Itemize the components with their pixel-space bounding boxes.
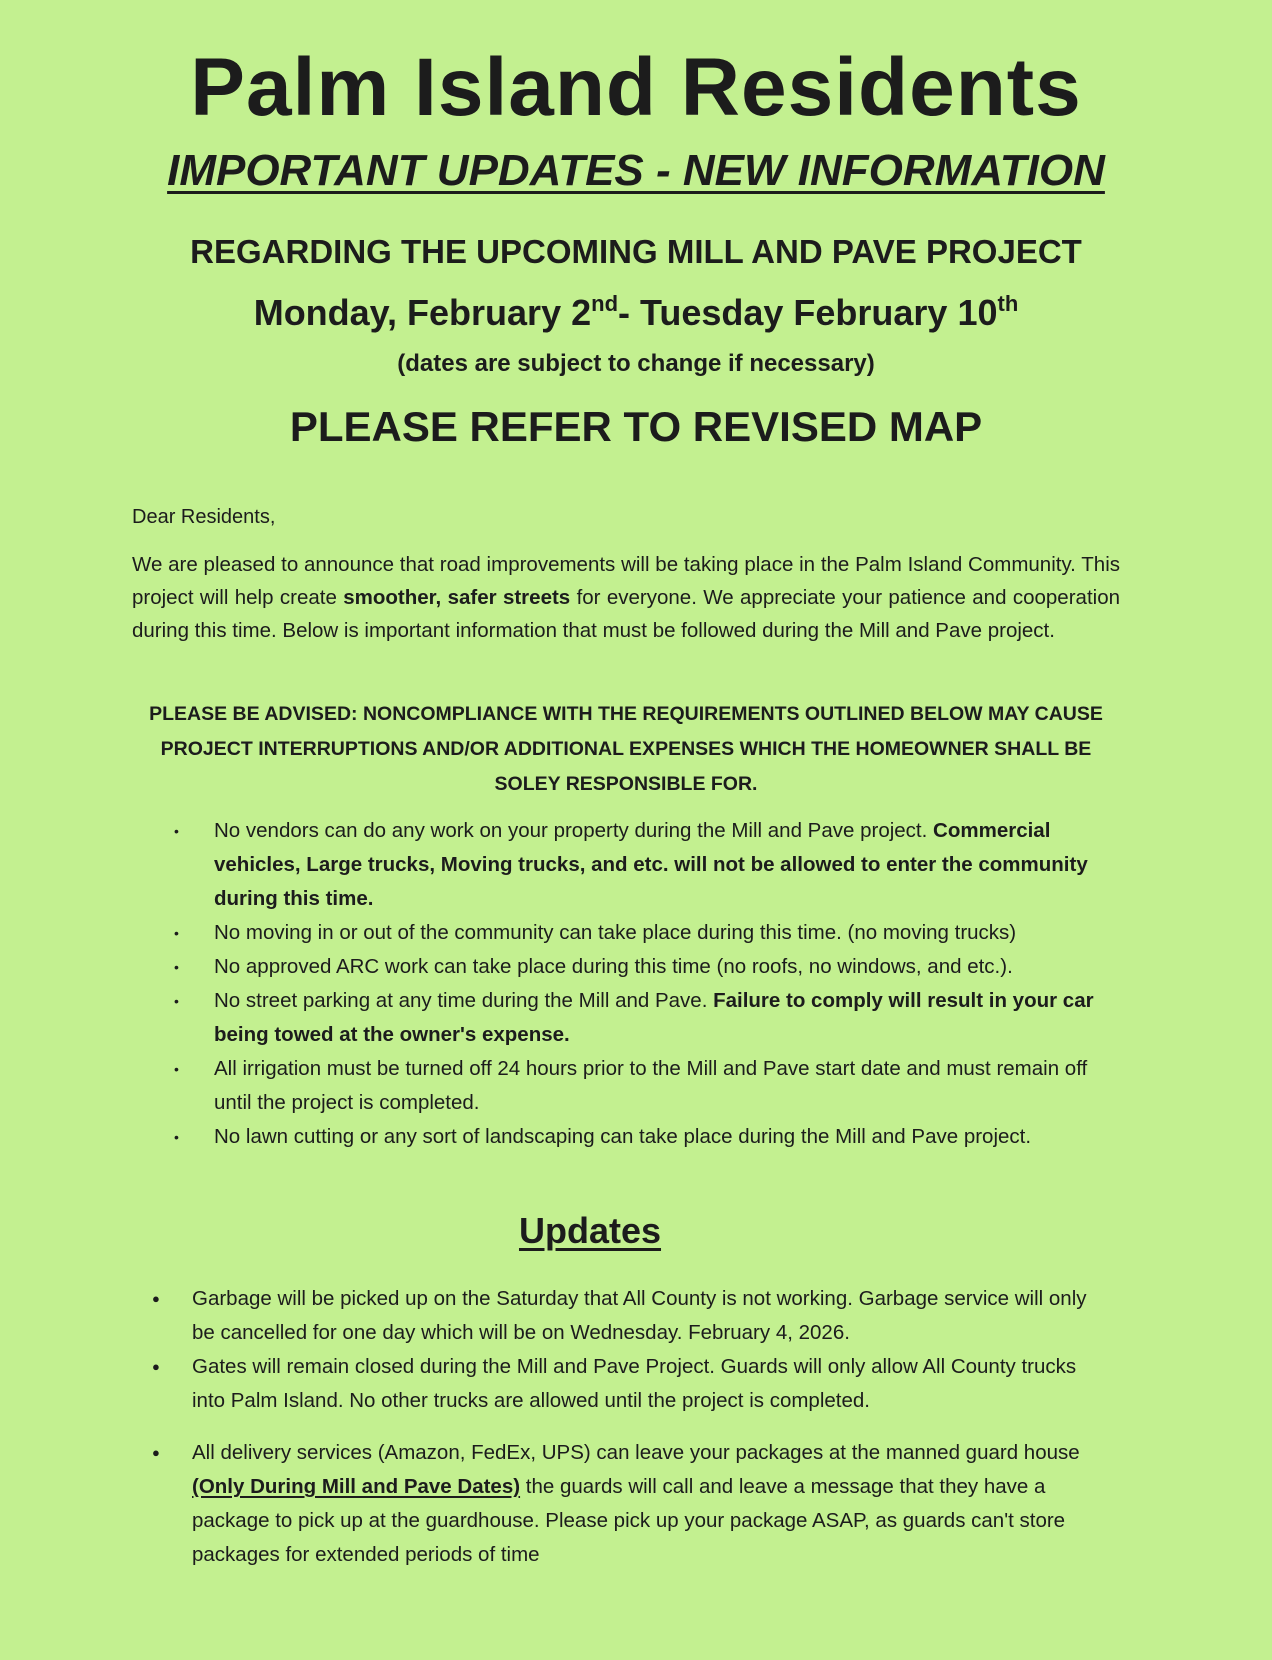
page-title: Palm Island Residents bbox=[190, 42, 1082, 133]
list-item bbox=[170, 1052, 1110, 1120]
intro-text-2: for everyone. We appreciate your patience and cooperation during this time. Below is important information that must be followed during the Mill and Pave project. bbox=[132, 586, 1120, 642]
requirement-bold-text: Commercial vehicles, Large trucks, Moving trucks, and etc. will not be allowed to enter the community during this time. bbox=[214, 819, 1088, 910]
update-text: the guards will call and leave a message that they have a package to pick up at the guardhouse. Please pick up your package ASAP, as guards can't store packages for extended periods of time bbox=[192, 1475, 1066, 1566]
updates-list bbox=[150, 1282, 1090, 1572]
dates-note: (dates are subject to change if necessary) bbox=[397, 350, 875, 377]
list-item bbox=[150, 1436, 1090, 1572]
intro-paragraph bbox=[132, 548, 1120, 647]
list-item bbox=[170, 1120, 1110, 1154]
list-item bbox=[150, 1282, 1090, 1350]
requirement-text: No vendors can do any work on your property during the Mill and Pave project. bbox=[214, 819, 934, 842]
list-item bbox=[170, 814, 1110, 916]
requirement-text: No lawn cutting or any sort of landscaping can take place during the Mill and Pave project. bbox=[214, 1125, 1032, 1148]
update-underlined-text: (Only During Mill and Pave Dates) bbox=[192, 1475, 521, 1498]
project-dates bbox=[0, 280, 1272, 337]
project-heading: REGARDING THE UPCOMING MILL AND PAVE PROJECT bbox=[190, 233, 1082, 270]
revised-map-notice: PLEASE REFER TO REVISED MAP bbox=[289, 403, 983, 450]
date-end-suffix: th bbox=[997, 291, 1019, 316]
requirement-text: No approved ARC work can take place during this time (no roofs, no windows, and etc.). bbox=[214, 955, 1013, 978]
list-item bbox=[170, 950, 1110, 984]
update-text: All delivery services (Amazon, FedEx, UPS) can leave your packages at the manned guard house bbox=[192, 1441, 1080, 1464]
requirement-text: No moving in or out of the community can take place during this time. (no moving trucks) bbox=[214, 921, 1017, 944]
requirement-text: All irrigation must be turned off 24 hours prior to the Mill and Pave start date and must remain off until the project is completed. bbox=[214, 1057, 1088, 1114]
page-subtitle: IMPORTANT UPDATES - NEW INFORMATION bbox=[167, 146, 1105, 195]
update-text: Garbage will be picked up on the Saturday that All County is not working. Garbage service will only be cancelled for one day which will be on Wednesday. February 4, 2026. bbox=[192, 1287, 1087, 1344]
date-start-suffix: nd bbox=[591, 291, 619, 316]
date-separator: - bbox=[618, 292, 641, 333]
date-start: Monday, February 2 bbox=[253, 292, 592, 333]
advisory-notice: PLEASE BE ADVISED: NONCOMPLIANCE WITH THE REQUIREMENTS OUTLINED BELOW MAY CAUSE PROJECT INTERRUPTIONS AND/OR ADDITIONAL EXPENSES WHICH THE HOMEOWNER SHALL BE SOLEY RESPONSIBLE FOR. bbox=[149, 703, 1103, 795]
update-text: Gates will remain closed during the Mill and Pave Project. Guards will only allow All County trucks into Palm Island. No other trucks are allowed until the project is completed. bbox=[192, 1355, 1077, 1412]
salutation: Dear Residents, bbox=[132, 506, 276, 528]
requirements-list bbox=[170, 814, 1110, 1154]
list-item bbox=[170, 916, 1110, 950]
date-end: Tuesday February 10 bbox=[640, 292, 998, 333]
updates-heading: Updates bbox=[518, 1210, 662, 1251]
intro-bold-text: smoother, safer streets bbox=[343, 586, 571, 609]
list-item bbox=[170, 984, 1110, 1052]
requirement-bold-text: Failure to comply will result in your car being towed at the owner's expense. bbox=[214, 989, 1094, 1046]
list-item bbox=[150, 1350, 1090, 1418]
requirement-text: No street parking at any time during the Mill and Pave. bbox=[214, 989, 714, 1012]
intro-text-1: We are pleased to announce that road improvements will be taking place in the Palm Island Community. This project will help create bbox=[132, 553, 1120, 609]
